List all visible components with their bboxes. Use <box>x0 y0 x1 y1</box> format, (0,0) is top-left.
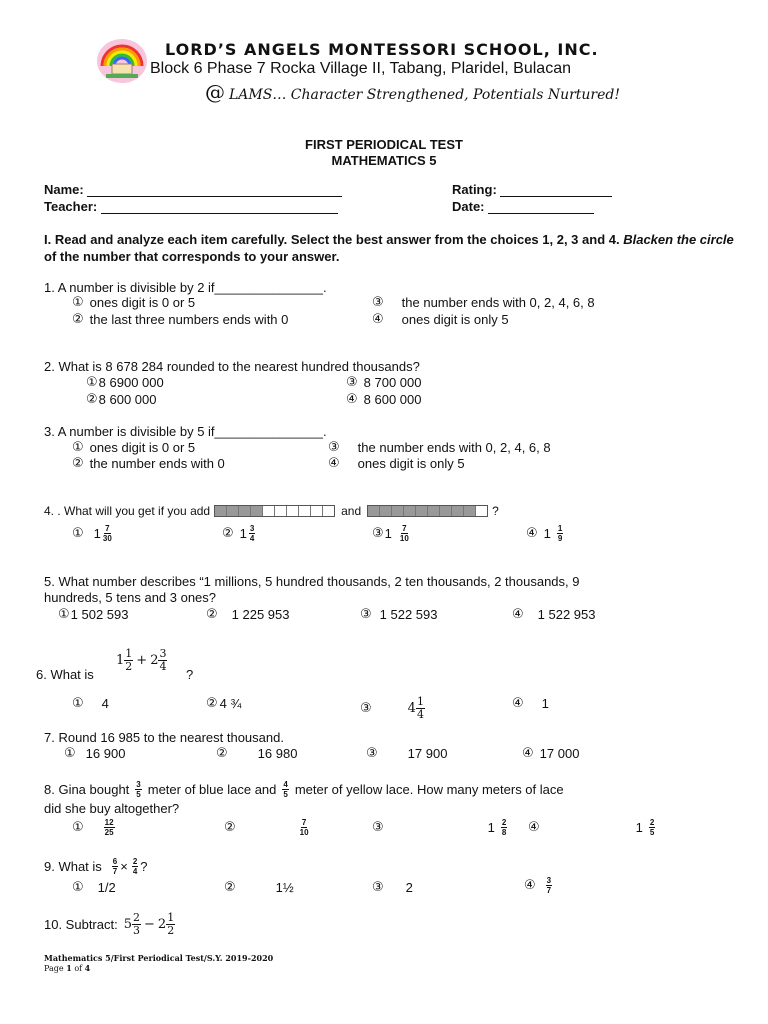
marker-2: ② <box>206 607 218 622</box>
teacher-line <box>101 201 338 214</box>
minus-sign: − <box>144 917 155 932</box>
q8-option-1[interactable] <box>72 818 115 837</box>
denominator: 7 <box>112 867 118 876</box>
q5-option-2[interactable] <box>206 607 290 622</box>
page-of: of <box>74 964 83 973</box>
q1-option-2[interactable] <box>72 312 288 327</box>
option-text: ones digit is 0 or 5 <box>89 295 196 310</box>
q4-qmark: ? <box>492 504 499 518</box>
q9-option-1[interactable] <box>72 880 116 895</box>
numerator: 1 <box>167 911 175 924</box>
fraction-2 <box>166 912 175 937</box>
q5-option-4[interactable] <box>512 607 596 622</box>
page-total: 4 <box>84 963 91 973</box>
marker-1: ① <box>86 375 98 390</box>
fraction <box>103 524 112 543</box>
q3-text: 3. A number is divisible by 5 if_______________. <box>44 424 327 439</box>
q7-option-2[interactable] <box>216 746 297 761</box>
q2-text: 2. What is 8 678 284 rounded to the nearest hundred thousands? <box>44 359 420 374</box>
marker-2: ② <box>222 526 234 541</box>
numerator: 1 <box>557 524 563 533</box>
school-motto <box>205 80 620 104</box>
option-text: 1 225 953 <box>231 607 290 622</box>
q7-text: 7. Round 16 985 to the nearest thousand. <box>44 730 284 745</box>
q3-option-2[interactable] <box>72 456 225 471</box>
q9-option-3[interactable] <box>372 880 413 895</box>
whole: 1 <box>487 820 495 835</box>
marker-1: ① <box>72 440 84 455</box>
whole: 1 <box>635 820 643 835</box>
option-text: 8 700 000 <box>363 375 422 390</box>
option-text: 1 522 593 <box>379 607 438 622</box>
marker-2: ② <box>224 880 236 895</box>
option-text: 1 522 953 <box>537 607 596 622</box>
q1-option-3[interactable] <box>372 295 595 310</box>
q5-text-line1: 5. What number describes “1 millions, 5 hundred thousands, 2 ten thousands, 2 thousands, 9 <box>44 574 580 589</box>
q6-expression <box>116 648 167 673</box>
denominator: 4 <box>416 708 424 721</box>
school-logo <box>96 38 148 84</box>
date-line <box>488 201 594 214</box>
fraction-bar-2 <box>367 505 488 517</box>
numerator: 12 <box>104 818 114 827</box>
fraction <box>649 818 655 837</box>
school-name: LORD’S ANGELS MONTESSORI SCHOOL, INC. <box>165 40 599 59</box>
numerator: 1 <box>416 695 424 708</box>
q8-option-3[interactable] <box>372 818 507 837</box>
option-text: 17 900 <box>407 746 448 761</box>
marker-3: ③ <box>360 607 372 622</box>
q4-option-1[interactable] <box>72 524 112 543</box>
numerator: 4 <box>283 780 288 789</box>
option-text: ones digit is only 5 <box>357 456 465 471</box>
option-text: 4 <box>101 696 109 711</box>
fraction-1 <box>124 648 133 673</box>
whole: 1 <box>384 526 392 541</box>
denominator: 10 <box>299 828 309 837</box>
q8-option-4[interactable] <box>528 818 655 837</box>
marker-4: ④ <box>512 607 524 622</box>
q4-option-3[interactable] <box>372 524 409 543</box>
option-text: 1 <box>541 696 549 711</box>
name-field <box>44 182 342 197</box>
q8-text-line2: did she buy altogether? <box>44 801 180 816</box>
numerator: 2 <box>649 818 655 827</box>
times-sign: × <box>120 859 128 874</box>
marker-2: ② <box>86 392 98 407</box>
q3-option-3[interactable] <box>328 440 551 455</box>
denominator: 3 <box>133 924 140 937</box>
marker-3: ③ <box>360 701 372 716</box>
q1-option-1[interactable] <box>72 295 195 310</box>
fraction-1 <box>135 780 141 799</box>
denominator: 4 <box>132 867 138 876</box>
fraction <box>416 696 425 721</box>
marker-1: ① <box>72 820 84 835</box>
marker-3: ③ <box>372 295 384 310</box>
denominator: 8 <box>501 828 507 837</box>
test-title: FIRST PERIODICAL TEST <box>305 137 463 152</box>
fraction <box>300 818 309 837</box>
q6-option-3[interactable] <box>360 696 425 721</box>
numerator: 3 <box>546 876 552 885</box>
instr-part2: Blacken the circle <box>623 232 734 247</box>
marker-4: ④ <box>522 746 534 761</box>
option-text: ones digit is only 5 <box>401 312 509 327</box>
rating-field <box>452 182 612 197</box>
option-text: 8 600 000 <box>363 392 422 407</box>
marker-4: ④ <box>512 696 524 711</box>
numerator: 3 <box>159 647 167 660</box>
whole: 4 <box>407 701 416 716</box>
q7-option-4[interactable] <box>522 746 579 761</box>
whole-2: 2 <box>157 917 167 932</box>
q10-prompt: 10. Subtract: <box>44 917 118 932</box>
q3-option-4[interactable] <box>328 456 465 471</box>
marker-1: ① <box>72 295 84 310</box>
denominator: 9 <box>557 534 563 543</box>
marker-3: ③ <box>328 440 340 455</box>
numerator: 7 <box>301 818 307 827</box>
option-text: 2 <box>405 880 413 895</box>
fraction-2 <box>282 780 288 799</box>
teacher-label: Teacher: <box>44 199 98 214</box>
q6-option-4[interactable] <box>512 696 549 711</box>
marker-2: ② <box>206 696 218 711</box>
option-text: 16 900 <box>85 746 126 761</box>
denominator: 2 <box>167 924 175 937</box>
option-text: the number ends with 0, 2, 4, 6, 8 <box>357 440 551 455</box>
q8-option-2[interactable] <box>224 818 309 837</box>
denominator: 10 <box>399 534 409 543</box>
q3-option-1[interactable] <box>72 440 195 455</box>
q6-qmark: ? <box>186 667 194 682</box>
option-text: ones digit is 0 or 5 <box>89 440 196 455</box>
marker-2: ② <box>72 456 84 471</box>
q9-prompt: 9. What is <box>44 859 102 874</box>
name-line <box>87 184 342 197</box>
q6-option-1[interactable] <box>72 696 109 711</box>
marker-1: ① <box>58 607 70 622</box>
q9-option-4[interactable] <box>524 876 552 895</box>
q4-prompt: 4. . What will you get if you add <box>44 504 211 518</box>
name-label: Name: <box>44 182 84 197</box>
whole-1: 1 <box>116 653 125 668</box>
q1-text: 1. A number is divisible by 2 if_______________. <box>44 280 327 295</box>
motto-at: @ <box>205 80 225 104</box>
page-number: 1 <box>66 963 72 973</box>
numerator: 7 <box>402 524 407 533</box>
marker-4: ④ <box>328 456 340 471</box>
marker-3: ③ <box>346 375 358 390</box>
q7-option-3[interactable] <box>366 746 447 761</box>
q4-option-4[interactable] <box>526 524 563 543</box>
q9-text <box>44 857 148 876</box>
marker-1: ① <box>72 880 84 895</box>
q2-option-3[interactable] <box>346 375 422 390</box>
q10-text <box>44 912 175 937</box>
fraction-1 <box>132 912 141 937</box>
fraction <box>557 524 563 543</box>
date-field <box>452 199 594 214</box>
fraction <box>249 524 255 543</box>
marker-3: ③ <box>372 820 384 835</box>
q2-option-2[interactable] <box>86 392 157 407</box>
q2-option-1[interactable] <box>86 375 164 390</box>
rating-label: Rating: <box>452 182 497 197</box>
page-label: Page <box>44 964 64 973</box>
q9-option-2[interactable] <box>224 880 294 895</box>
fraction-2 <box>158 648 167 673</box>
marker-3: ③ <box>372 880 384 895</box>
marker-4: ④ <box>346 392 358 407</box>
option-text: 8 600 000 <box>98 392 157 407</box>
teacher-field <box>44 199 338 214</box>
option-text: 1½ <box>275 880 294 895</box>
option-text: the number ends with 0, 2, 4, 6, 8 <box>401 295 595 310</box>
option-text: the last three numbers ends with 0 <box>89 312 289 327</box>
marker-2: ② <box>216 746 228 761</box>
denominator: 30 <box>102 534 112 543</box>
whole: 1 <box>93 526 101 541</box>
marker-4: ④ <box>524 878 536 893</box>
test-subject: MATHEMATICS 5 <box>331 153 437 168</box>
denominator: 5 <box>136 790 141 799</box>
q6-text: 6. What is <box>36 667 94 682</box>
q4-option-2[interactable] <box>222 524 255 543</box>
marker-2: ② <box>224 820 236 835</box>
denominator: 5 <box>283 790 288 799</box>
plus-sign: + <box>136 653 148 668</box>
option-text: 16 980 <box>257 746 298 761</box>
motto-text: LAMS… Character Strengthened, Potentials Nurtured! <box>229 87 620 103</box>
q8-text-line1 <box>44 780 564 799</box>
footer-page <box>44 963 90 973</box>
q5-option-3[interactable] <box>360 607 438 622</box>
option-text: the number ends with 0 <box>89 456 225 471</box>
marker-1: ① <box>72 526 84 541</box>
q10-expression <box>124 912 175 937</box>
fraction <box>400 524 409 543</box>
numerator: 2 <box>132 857 138 866</box>
q8-part-a: 8. Gina bought <box>44 782 130 797</box>
marker-4: ④ <box>528 820 540 835</box>
denominator: 4 <box>159 660 167 673</box>
q4-and: and <box>341 504 362 518</box>
marker-3: ③ <box>366 746 378 761</box>
instr-part1: I. Read and analyze each item carefully. Select the best answer from the choices 1, 2, 3 and 4. <box>44 232 620 247</box>
mixed-number <box>408 696 425 721</box>
marker-1: ① <box>72 696 84 711</box>
whole-2: 2 <box>150 653 159 668</box>
denominator: 4 <box>249 534 255 543</box>
fraction <box>501 818 507 837</box>
numerator: 2 <box>133 911 140 924</box>
marker-3: ③ <box>372 526 384 541</box>
instr-part3: of the number that corresponds to your answer. <box>44 249 340 264</box>
date-label: Date: <box>452 199 485 214</box>
marker-4: ④ <box>526 526 538 541</box>
q2-option-4[interactable] <box>346 392 422 407</box>
q8-part-b: meter of blue lace and <box>147 782 277 797</box>
q4-text <box>44 504 499 518</box>
q1-option-4[interactable] <box>372 312 509 327</box>
option-text: 1/2 <box>97 880 116 895</box>
fraction-1 <box>112 857 118 876</box>
option-text: 1 502 593 <box>70 607 129 622</box>
fraction-bar-1 <box>214 505 335 517</box>
denominator: 25 <box>104 828 114 837</box>
numerator: 7 <box>105 524 110 533</box>
whole: 1 <box>239 526 247 541</box>
q8-part-c: meter of yellow lace. How many meters of lace <box>294 782 564 797</box>
fraction <box>546 876 552 895</box>
option-text: 17 000 <box>539 746 580 761</box>
numerator: 3 <box>249 524 255 533</box>
denominator: 7 <box>546 886 552 895</box>
whole-1: 5 <box>123 917 132 932</box>
q9-qmark: ? <box>140 859 148 874</box>
numerator: 6 <box>112 857 118 866</box>
school-address: Block 6 Phase 7 Rocka Village II, Tabang, Plaridel, Bulacan <box>150 60 571 77</box>
option-text: 4 ¾ <box>219 696 242 711</box>
numerator: 1 <box>125 647 133 660</box>
fraction-2 <box>132 857 138 876</box>
instructions <box>44 231 734 265</box>
marker-4: ④ <box>372 312 384 327</box>
marker-1: ① <box>64 746 76 761</box>
numerator: 3 <box>136 780 141 789</box>
q7-option-1[interactable] <box>64 746 125 761</box>
numerator: 2 <box>501 818 507 827</box>
q6-option-2[interactable] <box>206 696 241 711</box>
denominator: 2 <box>125 660 133 673</box>
whole: 1 <box>543 526 551 541</box>
q5-text-line2: hundreds, 5 tens and 3 ones? <box>44 590 217 605</box>
denominator: 5 <box>649 828 655 837</box>
marker-2: ② <box>72 312 84 327</box>
q5-option-1[interactable] <box>58 607 129 622</box>
option-text: 8 6900 000 <box>98 375 164 390</box>
rating-line <box>500 184 612 197</box>
fraction <box>104 818 115 837</box>
footer-course: Mathematics 5/First Periodical Test/S.Y. 2019-2020 <box>44 953 274 963</box>
